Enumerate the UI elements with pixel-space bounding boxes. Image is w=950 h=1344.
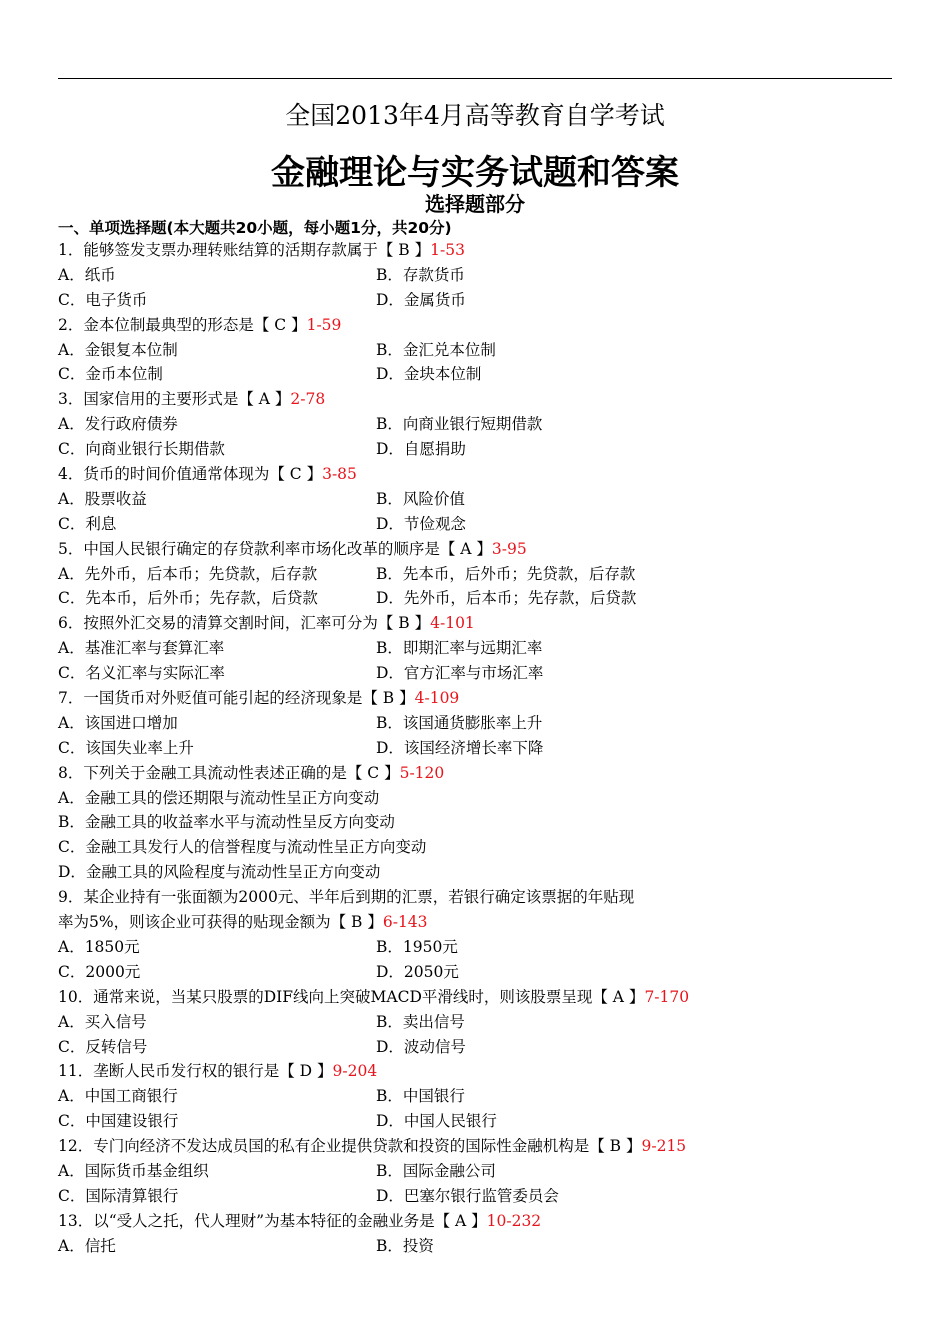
- option-left: A．该国进口增加: [58, 713, 178, 732]
- option-row: [58, 661, 892, 686]
- option-row: [58, 586, 892, 611]
- option-row: [58, 736, 892, 761]
- question-line: [58, 761, 892, 786]
- question-text: A．金融工具的偿还期限与流动性呈正方向变动: [58, 788, 380, 807]
- option-right: D．中国人民银行: [376, 1112, 497, 1131]
- option-row: [58, 1234, 892, 1259]
- option-row: [58, 437, 892, 462]
- option-left: A．1850元: [58, 937, 140, 956]
- page-reference: 4-101: [430, 614, 475, 633]
- option-right: D．节俭观念: [376, 514, 466, 533]
- option-left: C．国际清算银行: [58, 1186, 179, 1205]
- option-left: C．该国失业率上升: [58, 738, 194, 757]
- option-left: C．先本币，后外币；先存款，后贷款: [58, 589, 318, 608]
- top-rule: [58, 78, 892, 79]
- question-text: 率为5%，则该企业可获得的贴现金额为【 B 】: [58, 913, 383, 932]
- option-right: B．即期汇率与远期汇率: [376, 639, 543, 658]
- option-right: B．风险价值: [376, 489, 465, 508]
- option-right: D．金块本位制: [376, 365, 482, 384]
- exam-heading: 全国2013年4月高等教育自学考试: [285, 101, 665, 130]
- option-right: D．该国经济增长率下降: [376, 738, 544, 757]
- option-row: [58, 412, 892, 437]
- question-line: [58, 885, 892, 910]
- option-row: [58, 288, 892, 313]
- option-left: A．先外币，后本币；先贷款，后存款: [58, 564, 318, 583]
- page-reference: 9-204: [332, 1062, 378, 1081]
- question-text: 1．能够签发支票办理转账结算的活期存款属于【 B 】: [58, 241, 431, 259]
- question-line: [58, 537, 892, 562]
- option-row: [58, 1159, 892, 1184]
- option-left: A．基准汇率与套算汇率: [58, 639, 225, 658]
- option-row: [58, 512, 892, 537]
- option-right: B．投资: [376, 1236, 434, 1255]
- option-left: C．反转信号: [58, 1037, 148, 1056]
- option-right: B．卖出信号: [376, 1012, 465, 1031]
- option-right: B．金汇兑本位制: [376, 340, 496, 359]
- option-right: D．波动信号: [376, 1037, 466, 1056]
- option-left: C．金币本位制: [58, 365, 163, 384]
- option-left: C．向商业银行长期借款: [58, 440, 225, 459]
- question-text: 3．国家信用的主要形式是【 A 】: [58, 390, 291, 409]
- option-row: [58, 1010, 892, 1035]
- question-line: [58, 462, 892, 487]
- option-row: [58, 487, 892, 512]
- option-row: [58, 362, 892, 387]
- option-left: C．名义汇率与实际汇率: [58, 664, 225, 683]
- option-row: [58, 562, 892, 587]
- option-left: A．中国工商银行: [58, 1087, 178, 1106]
- page-reference: 5-120: [399, 763, 445, 782]
- page-reference: 3-85: [322, 465, 357, 484]
- question-text: 13．以“受人之托，代人理财”为基本特征的金融业务是【 A 】: [58, 1211, 487, 1230]
- option-left: A．股票收益: [58, 489, 147, 508]
- option-left: A．金银复本位制: [58, 340, 178, 359]
- option-left: C．利息: [58, 514, 117, 533]
- option-row: [58, 935, 892, 960]
- question-text: 12．专门向经济不发达成员国的私有企业提供贷款和投资的国际性金融机构是【 B 】: [58, 1137, 642, 1156]
- page-reference: 10-232: [486, 1211, 542, 1230]
- question-text: C．金融工具发行人的信誉程度与流动性呈正方向变动: [58, 838, 427, 857]
- question-text: D．金融工具的风险程度与流动性呈正方向变动: [58, 863, 381, 882]
- question-line: [58, 686, 892, 711]
- option-right: D．巴塞尔银行监管委员会: [376, 1186, 559, 1205]
- option-left: C．中国建设银行: [58, 1112, 179, 1131]
- option-left: A．纸币: [58, 265, 116, 284]
- page-reference: 1-53: [430, 241, 465, 259]
- option-left: A．国际货币基金组织: [58, 1161, 209, 1180]
- question-line: [58, 238, 892, 263]
- question-line: [58, 313, 892, 338]
- question-text: 9．某企业持有一张面额为2000元、半年后到期的汇票，若银行确定该票据的年贴现: [58, 888, 635, 907]
- option-left: A．发行政府债券: [58, 415, 178, 434]
- option-right: D．自愿捐助: [376, 440, 466, 459]
- option-right: D．先外币，后本币；先存款，后贷款: [376, 589, 637, 608]
- page-reference: 9-215: [641, 1137, 687, 1156]
- question-line: [58, 387, 892, 412]
- question-list: [58, 238, 892, 1259]
- option-left: C．电子货币: [58, 290, 148, 309]
- option-row: [58, 338, 892, 363]
- page-reference: 4-109: [414, 689, 460, 708]
- option-right: B．该国通货膨胀率上升: [376, 713, 543, 732]
- option-right: B．中国银行: [376, 1087, 465, 1106]
- question-line: [58, 985, 892, 1010]
- option-left: C．2000元: [58, 962, 141, 981]
- option-row: [58, 711, 892, 736]
- question-line: [58, 1209, 892, 1234]
- page-reference: 6-143: [382, 913, 428, 932]
- question-text: 2．金本位制最典型的形态是【 C 】: [58, 315, 307, 334]
- question-line: [58, 786, 892, 811]
- option-row: [58, 1035, 892, 1060]
- option-row: [58, 636, 892, 661]
- option-row: [58, 263, 892, 288]
- question-text: 10．通常来说，当某只股票的DIF线向上突破MACD平滑线时，则该股票呈现【 A 】: [58, 987, 645, 1006]
- question-line: [58, 810, 892, 835]
- question-line: [58, 1134, 892, 1159]
- question-text: 4．货币的时间价值通常体现为【 C 】: [58, 465, 323, 484]
- option-row: [58, 1084, 892, 1109]
- option-right: B．国际金融公司: [376, 1161, 496, 1180]
- option-row: [58, 1184, 892, 1209]
- question-text: 7．一国货币对外贬值可能引起的经济现象是【 B 】: [58, 689, 415, 708]
- option-right: D．2050元: [376, 962, 459, 981]
- option-left: A．信托: [58, 1236, 116, 1255]
- page-reference: 7-170: [644, 987, 690, 1006]
- question-line: [58, 910, 892, 935]
- question-line: [58, 860, 892, 885]
- question-text: 5．中国人民银行确定的存贷款利率市场化改革的顺序是【 A 】: [58, 539, 492, 558]
- option-row: [58, 960, 892, 985]
- question-line: [58, 835, 892, 860]
- question-text: B．金融工具的收益率水平与流动性呈反方向变动: [58, 813, 395, 832]
- option-left: A．买入信号: [58, 1012, 147, 1031]
- option-right: B．存款货币: [376, 265, 465, 284]
- option-right: B．1950元: [376, 937, 458, 956]
- page-reference: 1-59: [306, 315, 342, 334]
- page-reference: 3-95: [491, 539, 527, 558]
- page-subtitle: 选择题部分: [425, 192, 525, 216]
- question-line: [58, 1059, 892, 1084]
- page-title: 金融理论与实务试题和答案: [271, 153, 679, 193]
- question-line: [58, 611, 892, 636]
- option-right: B．向商业银行短期借款: [376, 415, 543, 434]
- page-reference: 2-78: [290, 390, 326, 409]
- question-text: 6．按照外汇交易的清算交割时间，汇率可分为【 B 】: [58, 614, 431, 633]
- option-row: [58, 1109, 892, 1134]
- question-text: 11．垄断人民币发行权的银行是【 D 】: [58, 1062, 333, 1081]
- option-right: D．官方汇率与市场汇率: [376, 664, 544, 683]
- option-right: B．先本币，后外币；先贷款，后存款: [376, 564, 636, 583]
- question-text: 8．下列关于金融工具流动性表述正确的是【 C 】: [58, 763, 400, 782]
- option-right: D．金属货币: [376, 290, 466, 309]
- section-heading: 一、单项选择题(本大题共20小题，每小题1分，共20分): [58, 219, 452, 237]
